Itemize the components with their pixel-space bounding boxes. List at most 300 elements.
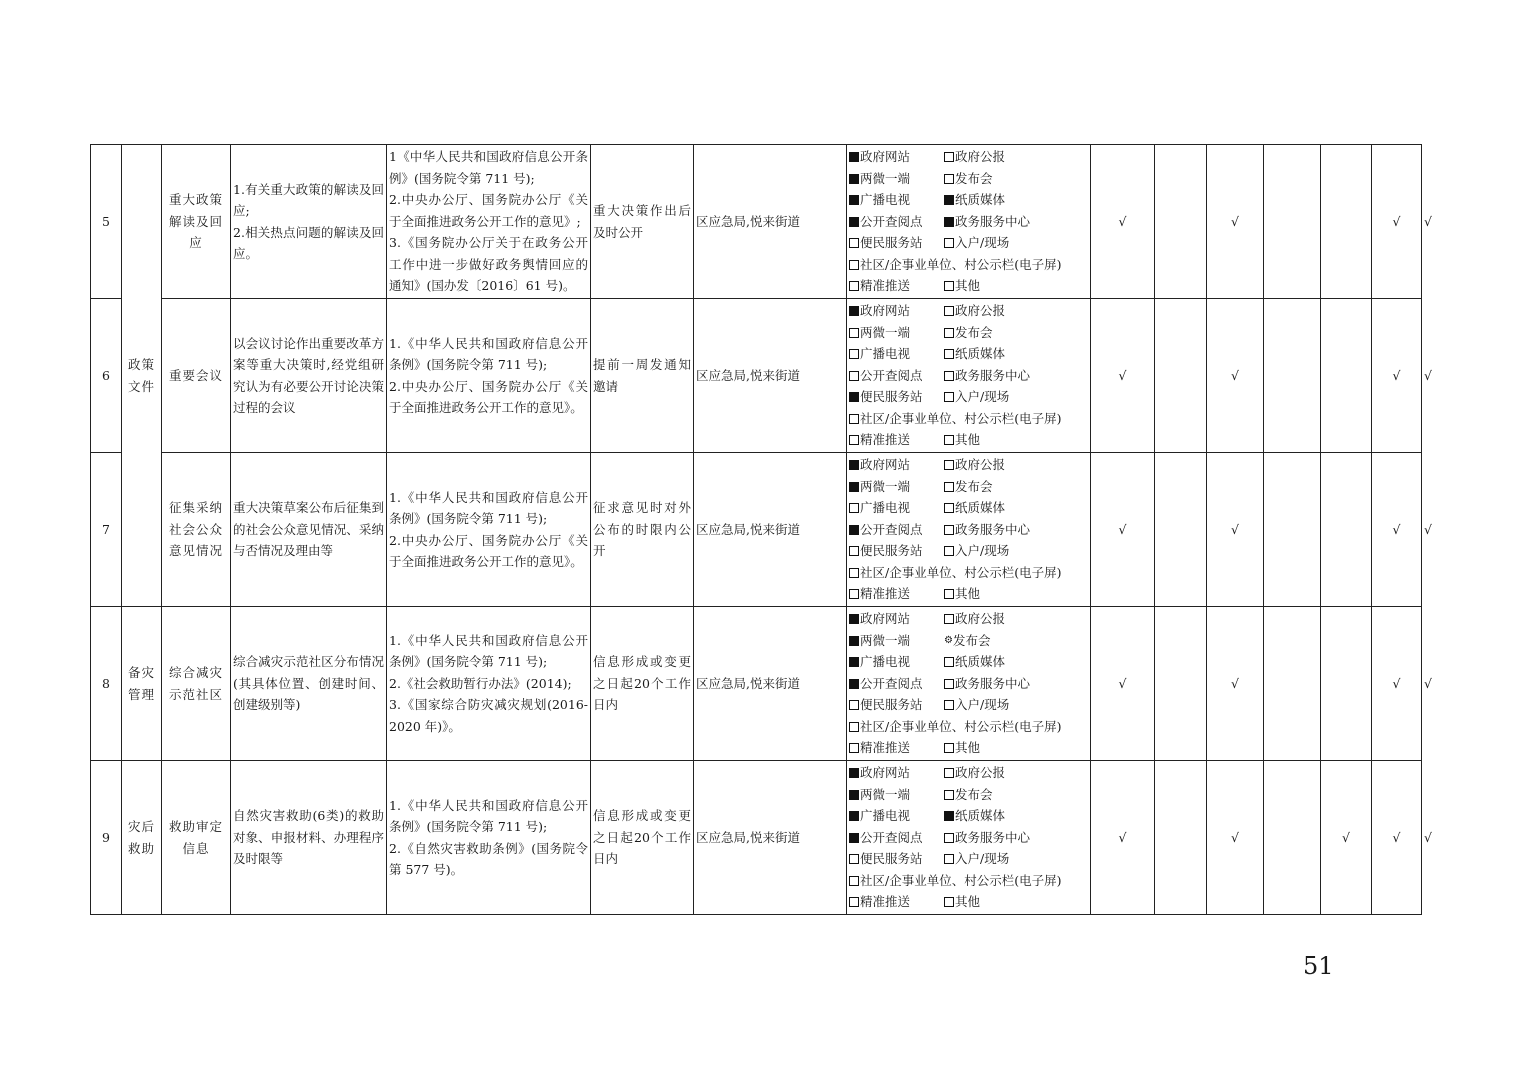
checked-box-icon bbox=[849, 460, 859, 470]
check-cell bbox=[1264, 145, 1321, 299]
check-cell bbox=[1155, 453, 1207, 607]
channel-label: 其他 bbox=[955, 586, 981, 602]
channel-label: 广播电视 bbox=[860, 192, 911, 208]
check-cell: √ bbox=[1091, 145, 1155, 299]
gear-icon: ⚙ bbox=[944, 634, 953, 646]
channel-label: 两微一端 bbox=[860, 478, 911, 494]
check-cell bbox=[1264, 453, 1321, 607]
empty-box-icon bbox=[944, 392, 954, 402]
item-cell: 救助审定信息 bbox=[162, 761, 231, 915]
channel-label: 精准推送 bbox=[860, 432, 911, 448]
empty-box-icon bbox=[944, 546, 954, 556]
channel-option bbox=[849, 365, 944, 387]
channel-label: 其他 bbox=[955, 432, 981, 448]
category-cell: 备灾管理 bbox=[122, 607, 162, 761]
check-cell bbox=[1155, 761, 1207, 915]
checked-box-icon bbox=[944, 195, 954, 205]
empty-box-icon bbox=[849, 238, 859, 248]
channel-label: 纸质媒体 bbox=[955, 346, 1006, 362]
channel-option bbox=[944, 848, 1009, 870]
channel-label: 其他 bbox=[955, 740, 981, 756]
channel-option bbox=[849, 146, 944, 168]
channel-line bbox=[849, 784, 1088, 806]
timing-cell: 信息形成或变更之日起20个工作日内 bbox=[591, 761, 694, 915]
channel-option bbox=[849, 232, 944, 254]
empty-box-icon bbox=[849, 328, 859, 338]
check-cell: √ bbox=[1207, 299, 1264, 453]
subject-cell: 区应急局,悦来街道 bbox=[694, 453, 847, 607]
table-row: 9 灾后救助 救助审定信息 自然灾害救助(6类)的救助对象、申报材料、办理程序及时限等 1.《中华人民共和国政府信息公开条例》(国务院令第 711 号); 2.《自然灾害救助条例》(国务院令第 577 号)。 信息形成或变更之日起20个工作日内 区应急局,悦来街道 政府网站 政府公报 两微一端 发布会 广播电视 纸质媒体 公开查阅点 政务服务中心 便民服务站 入户/现场 社区/企事业单位、村公示栏(电子屏) 精准推送 其他 √ √ √ √ √ bbox=[91, 761, 1422, 915]
channel-option bbox=[849, 805, 944, 827]
empty-box-icon bbox=[944, 768, 954, 778]
check-cell bbox=[1321, 453, 1372, 607]
channel-line bbox=[849, 870, 1088, 892]
table-row: 6 重要会议 以会议讨论作出重要改革方案等重大决策时,经党组研究认为有必要公开讨论决策过程的会议 1.《中华人民共和国政府信息公开条例》(国务院令第 711 号); 2.中央办公厅、国务院办公厅《关于全面推进政务公开工作的意见》。 提前一周发通知邀请 区应急局,悦来街道 政府网站 政府公报 两微一端 发布会 广播电视 纸质媒体 公开查阅点 政务服务中心 便民服务站 入户/现场 社区/企事业单位、村公示栏(电子屏) 精准推送 其他 √ √ √ √ bbox=[91, 299, 1422, 453]
channel-option bbox=[849, 254, 1061, 276]
channel-line bbox=[849, 630, 1088, 652]
subject-cell: 区应急局,悦来街道 bbox=[694, 145, 847, 299]
channel-option bbox=[944, 365, 1030, 387]
channel-label: 社区/企事业单位、村公示栏(电子屏) bbox=[860, 872, 1062, 888]
channel-label: 其他 bbox=[955, 894, 981, 910]
checked-box-icon bbox=[849, 833, 859, 843]
channel-line bbox=[849, 891, 1088, 913]
channel-label: 政府网站 bbox=[860, 148, 911, 164]
empty-box-icon bbox=[849, 589, 859, 599]
channel-label: 政府公报 bbox=[955, 302, 1006, 318]
page-number: 51 bbox=[1303, 952, 1334, 980]
channel-option bbox=[849, 737, 944, 759]
basis-text: 1.《中华人民共和国政府信息公开条例》(国务院令第 711 号); 2.中央办公厅、国务院办公厅《关于全面推进政务公开工作的意见》。 bbox=[389, 489, 588, 569]
content-text: 综合减灾示范社区分布情况(其具体位置、创建时间、创建级别等) bbox=[233, 654, 384, 713]
channel-option bbox=[849, 497, 944, 519]
channels-cell bbox=[847, 761, 1091, 915]
channel-label: 广播电视 bbox=[860, 654, 911, 670]
channel-option bbox=[849, 454, 944, 476]
check-cell: √ bbox=[1207, 607, 1264, 761]
row-number: 5 bbox=[91, 145, 122, 299]
channel-label: 便民服务站 bbox=[860, 697, 923, 713]
channel-line bbox=[849, 694, 1088, 716]
channel-option bbox=[944, 429, 980, 451]
row-number: 8 bbox=[91, 607, 122, 761]
check-cell: √ bbox=[1372, 453, 1422, 607]
checked-box-icon bbox=[849, 217, 859, 227]
channel-option bbox=[944, 519, 1030, 541]
channel-line bbox=[849, 300, 1088, 322]
basis-cell bbox=[387, 761, 591, 915]
channel-label: 便民服务站 bbox=[860, 851, 923, 867]
channel-label: 纸质媒体 bbox=[955, 500, 1006, 516]
channel-label: 社区/企事业单位、村公示栏(电子屏) bbox=[860, 256, 1062, 272]
channels-cell bbox=[847, 145, 1091, 299]
channel-label: 公开查阅点 bbox=[860, 213, 923, 229]
channel-option bbox=[849, 716, 1061, 738]
channel-label: 政务服务中心 bbox=[955, 521, 1031, 537]
channel-option bbox=[849, 583, 944, 605]
channel-label: 入户/现场 bbox=[955, 389, 1010, 405]
channel-label: 纸质媒体 bbox=[955, 192, 1006, 208]
channel-label: 政务服务中心 bbox=[955, 829, 1031, 845]
channel-label: 精准推送 bbox=[860, 278, 911, 294]
channel-line bbox=[849, 343, 1088, 365]
channel-option bbox=[944, 651, 1005, 673]
disclosure-table bbox=[90, 144, 1432, 915]
channel-label: 发布会 bbox=[955, 478, 993, 494]
channel-label: 两微一端 bbox=[860, 632, 911, 648]
channel-line bbox=[849, 562, 1088, 584]
checked-box-icon bbox=[849, 636, 859, 646]
channel-label: 政府网站 bbox=[860, 764, 911, 780]
channel-line bbox=[849, 232, 1088, 254]
checked-box-icon bbox=[849, 811, 859, 821]
channel-option bbox=[849, 673, 944, 695]
channel-label: 纸质媒体 bbox=[955, 654, 1006, 670]
timing-cell: 信息形成或变更之日起20个工作日内 bbox=[591, 607, 694, 761]
channel-label: 便民服务站 bbox=[860, 543, 923, 559]
check-cell bbox=[1264, 761, 1321, 915]
check-cell bbox=[1264, 607, 1321, 761]
empty-box-icon bbox=[944, 349, 954, 359]
channel-label: 公开查阅点 bbox=[860, 829, 923, 845]
channel-option bbox=[944, 827, 1030, 849]
row-number: 6 bbox=[91, 299, 122, 453]
channel-label: 政府公报 bbox=[955, 610, 1006, 626]
checked-box-icon bbox=[849, 306, 859, 316]
checked-box-icon bbox=[944, 811, 954, 821]
channel-option bbox=[849, 189, 944, 211]
check-cell bbox=[1155, 607, 1207, 761]
channel-option bbox=[849, 694, 944, 716]
channel-label: 政府网站 bbox=[860, 610, 911, 626]
channel-option bbox=[944, 608, 1005, 630]
empty-box-icon bbox=[944, 174, 954, 184]
channel-option bbox=[849, 429, 944, 451]
empty-box-icon bbox=[944, 306, 954, 316]
checked-box-icon bbox=[849, 525, 859, 535]
check-cell: √ bbox=[1372, 761, 1422, 915]
timing-cell: 重大决策作出后及时公开 bbox=[591, 145, 694, 299]
basis-text: 1.《中华人民共和国政府信息公开条例》(国务院令第 711 号); 2.《自然灾害救助条例》(国务院令第 577 号)。 bbox=[389, 797, 588, 877]
channel-label: 广播电视 bbox=[860, 500, 911, 516]
channel-label: 两微一端 bbox=[860, 786, 911, 802]
channel-label: 政府公报 bbox=[955, 148, 1006, 164]
empty-box-icon bbox=[849, 414, 859, 424]
table-row: 8 备灾管理 综合减灾示范社区 综合减灾示范社区分布情况(其具体位置、创建时间、创建级别等) 1.《中华人民共和国政府信息公开条例》(国务院令第 711 号); 2.《社会救助暂行办法》(2014); 3.《国家综合防灾减灾规划(2016-2020 年)》。 信息形成或变更之日起20个工作日内 区应急局,悦来街道 政府网站 政府公报 两微一端 ⚙发布会 广播电视 纸质媒体 公开查阅点 政务服务中心 便民服务站 入户/现场 社区/企事业单位、村公示栏(电子屏) 精准推送 其他 √ √ √ √ bbox=[91, 607, 1422, 761]
empty-box-icon bbox=[944, 460, 954, 470]
channel-label: 政务服务中心 bbox=[955, 675, 1031, 691]
checked-box-icon bbox=[849, 152, 859, 162]
channel-option bbox=[849, 784, 944, 806]
empty-box-icon bbox=[944, 435, 954, 445]
channel-option bbox=[849, 322, 944, 344]
checked-box-icon bbox=[849, 790, 859, 800]
channel-option bbox=[849, 211, 944, 233]
content-cell bbox=[231, 299, 387, 453]
channel-line bbox=[849, 408, 1088, 430]
channel-option bbox=[944, 694, 1009, 716]
channel-option bbox=[849, 827, 944, 849]
row-number: 9 bbox=[91, 761, 122, 915]
check-cell bbox=[1321, 145, 1372, 299]
channel-line bbox=[849, 476, 1088, 498]
channel-line bbox=[849, 429, 1088, 451]
channel-label: 精准推送 bbox=[860, 894, 911, 910]
check-cell: √ bbox=[1207, 145, 1264, 299]
channel-label: 精准推送 bbox=[860, 586, 911, 602]
channel-option bbox=[849, 168, 944, 190]
channel-label: 政府公报 bbox=[955, 764, 1006, 780]
check-cell bbox=[1321, 607, 1372, 761]
content-cell bbox=[231, 453, 387, 607]
empty-box-icon bbox=[944, 328, 954, 338]
channel-option bbox=[849, 519, 944, 541]
channel-option bbox=[944, 630, 990, 652]
channel-line bbox=[849, 322, 1088, 344]
empty-box-icon bbox=[944, 238, 954, 248]
check-cell: √ bbox=[1321, 761, 1372, 915]
empty-box-icon bbox=[944, 679, 954, 689]
channel-line bbox=[849, 365, 1088, 387]
channel-option bbox=[944, 497, 1005, 519]
check-cell: √ bbox=[1091, 299, 1155, 453]
channel-option bbox=[944, 737, 980, 759]
timing-cell: 征求意见时对外公布的时限内公开 bbox=[591, 453, 694, 607]
channel-option bbox=[944, 673, 1030, 695]
channel-option bbox=[849, 343, 944, 365]
channel-option bbox=[944, 476, 993, 498]
basis-text: 1.《中华人民共和国政府信息公开条例》(国务院令第 711 号); 2.中央办公厅、国务院办公厅《关于全面推进政务公开工作的意见》。 bbox=[389, 335, 588, 415]
empty-box-icon bbox=[849, 568, 859, 578]
channel-line bbox=[849, 651, 1088, 673]
empty-box-icon bbox=[849, 546, 859, 556]
channel-option bbox=[849, 476, 944, 498]
channel-option bbox=[944, 168, 993, 190]
basis-cell bbox=[387, 453, 591, 607]
content-cell bbox=[231, 607, 387, 761]
channel-label: 社区/企事业单位、村公示栏(电子屏) bbox=[860, 718, 1062, 734]
check-cell bbox=[1264, 299, 1321, 453]
channel-label: 精准推送 bbox=[860, 740, 911, 756]
check-cell: √ bbox=[1372, 607, 1422, 761]
checked-box-icon bbox=[849, 174, 859, 184]
category-cell: 灾后救助 bbox=[122, 761, 162, 915]
channel-option bbox=[944, 322, 993, 344]
channel-label: 政府公报 bbox=[955, 456, 1006, 472]
channel-option bbox=[849, 386, 944, 408]
check-cell: √ bbox=[1091, 607, 1155, 761]
channel-option bbox=[849, 630, 944, 652]
channel-label: 两微一端 bbox=[860, 324, 911, 340]
channel-label: 入户/现场 bbox=[955, 543, 1010, 559]
check-cell bbox=[1321, 299, 1372, 453]
empty-box-icon bbox=[944, 371, 954, 381]
empty-box-icon bbox=[944, 152, 954, 162]
empty-box-icon bbox=[849, 722, 859, 732]
checked-box-icon bbox=[849, 614, 859, 624]
channel-option bbox=[944, 300, 1005, 322]
content-text: 重大决策草案公布后征集到的社会公众意见情况、采纳与否情况及理由等 bbox=[233, 500, 384, 559]
channel-option bbox=[849, 408, 1061, 430]
basis-cell bbox=[387, 145, 591, 299]
channel-option bbox=[944, 583, 980, 605]
channel-label: 公开查阅点 bbox=[860, 367, 923, 383]
checked-box-icon bbox=[944, 217, 954, 227]
channel-option bbox=[849, 608, 944, 630]
channel-label: 发布会 bbox=[955, 786, 993, 802]
channel-option bbox=[944, 275, 980, 297]
check-cell: √ bbox=[1372, 145, 1422, 299]
basis-text: 1.《中华人民共和国政府信息公开条例》(国务院令第 711 号); 2.《社会救助暂行办法》(2014); 3.《国家综合防灾减灾规划(2016-2020 年)》。 bbox=[389, 632, 588, 734]
checked-box-icon bbox=[849, 482, 859, 492]
channel-label: 便民服务站 bbox=[860, 389, 923, 405]
empty-box-icon bbox=[849, 435, 859, 445]
channel-line bbox=[849, 716, 1088, 738]
channel-line bbox=[849, 762, 1088, 784]
empty-box-icon bbox=[944, 657, 954, 667]
channel-option bbox=[944, 232, 1009, 254]
empty-box-icon bbox=[944, 525, 954, 535]
basis-cell bbox=[387, 607, 591, 761]
empty-box-icon bbox=[849, 503, 859, 513]
channel-option bbox=[944, 784, 993, 806]
channel-option bbox=[849, 891, 944, 913]
channel-line bbox=[849, 827, 1088, 849]
empty-box-icon bbox=[849, 281, 859, 291]
channel-label: 政务服务中心 bbox=[955, 367, 1031, 383]
content-cell bbox=[231, 761, 387, 915]
channel-option bbox=[849, 848, 944, 870]
channel-line bbox=[849, 454, 1088, 476]
category-cell: 政策文件 bbox=[122, 145, 162, 607]
channel-option bbox=[944, 805, 1005, 827]
channel-label: 发布会 bbox=[955, 170, 993, 186]
channel-line bbox=[849, 275, 1088, 297]
channels-cell bbox=[847, 453, 1091, 607]
empty-box-icon bbox=[944, 790, 954, 800]
channel-option bbox=[849, 562, 1061, 584]
channel-line bbox=[849, 189, 1088, 211]
channel-label: 纸质媒体 bbox=[955, 808, 1006, 824]
item-cell: 综合减灾示范社区 bbox=[162, 607, 231, 761]
channel-label: 政府网站 bbox=[860, 302, 911, 318]
checked-box-icon bbox=[849, 195, 859, 205]
channel-label: 发布会 bbox=[955, 324, 993, 340]
checked-box-icon bbox=[849, 392, 859, 402]
empty-box-icon bbox=[944, 503, 954, 513]
checked-box-icon bbox=[849, 657, 859, 667]
row-number: 7 bbox=[91, 453, 122, 607]
content-text: 自然灾害救助(6类)的救助对象、申报材料、办理程序及时限等 bbox=[233, 808, 384, 867]
check-cell: √ bbox=[1207, 453, 1264, 607]
channel-line bbox=[849, 146, 1088, 168]
content-text: 1.有关重大政策的解读及回应; 2.相关热点问题的解读及回应。 bbox=[233, 181, 384, 261]
channel-option bbox=[849, 651, 944, 673]
channel-line bbox=[849, 583, 1088, 605]
empty-box-icon bbox=[944, 700, 954, 710]
empty-box-icon bbox=[849, 897, 859, 907]
table-row: 7 征集采纳社会公众意见情况 重大决策草案公布后征集到的社会公众意见情况、采纳与否情况及理由等 1.《中华人民共和国政府信息公开条例》(国务院令第 711 号); 2.中央办公厅、国务院办公厅《关于全面推进政务公开工作的意见》。 征求意见时对外公布的时限内公开 区应急局,悦来街道 政府网站 政府公报 两微一端 发布会 广播电视 纸质媒体 公开查阅点 政务服务中心 便民服务站 入户/现场 社区/企事业单位、村公示栏(电子屏) 精准推送 其他 √ √ √ √ bbox=[91, 453, 1422, 607]
empty-box-icon bbox=[849, 854, 859, 864]
empty-box-icon bbox=[849, 349, 859, 359]
subject-cell: 区应急局,悦来街道 bbox=[694, 607, 847, 761]
channel-option bbox=[944, 454, 1005, 476]
timing-cell: 提前一周发通知邀请 bbox=[591, 299, 694, 453]
item-cell: 重大政策解读及回应 bbox=[162, 145, 231, 299]
channel-label: 发布会 bbox=[952, 632, 991, 648]
channel-label: 广播电视 bbox=[860, 808, 911, 824]
channel-option bbox=[944, 762, 1005, 784]
empty-box-icon bbox=[849, 260, 859, 270]
empty-box-icon bbox=[944, 743, 954, 753]
channel-line bbox=[849, 805, 1088, 827]
channel-line bbox=[849, 737, 1088, 759]
channel-label: 入户/现场 bbox=[955, 851, 1010, 867]
channel-line bbox=[849, 519, 1088, 541]
empty-box-icon bbox=[944, 281, 954, 291]
channel-label: 公开查阅点 bbox=[860, 675, 923, 691]
content-cell bbox=[231, 145, 387, 299]
check-cell bbox=[1155, 299, 1207, 453]
channels-cell bbox=[847, 299, 1091, 453]
channel-label: 入户/现场 bbox=[955, 697, 1010, 713]
empty-box-icon bbox=[944, 482, 954, 492]
channel-option bbox=[944, 343, 1005, 365]
channel-label: 公开查阅点 bbox=[860, 521, 923, 537]
empty-box-icon bbox=[944, 589, 954, 599]
table-row: 5 政策文件 重大政策解读及回应 1.有关重大政策的解读及回应; 2.相关热点问题的解读及回应。 1《中华人民共和国政府信息公开条例》(国务院令第 711 号); 2.中央办公厅、国务院办公厅《关于全面推进政务公开工作的意见》; 3.《国务院办公厅关于在政务公开工作中进一步做好政务舆情回应的通知》(国办发〔2016〕61 号)。 重大决策作出后及时公开 区应急局,悦来街道 政府网站 政府公报 两微一端 发布会 广播电视 纸质媒体 公开查阅点 政务服务中心 便民服务站 入户/现场 社区/企事业单位、村公示栏(电子屏) 精准推送 其他 √ √ √ √ bbox=[91, 145, 1422, 299]
channel-option bbox=[944, 386, 1009, 408]
channel-label: 两微一端 bbox=[860, 170, 911, 186]
basis-text: 1《中华人民共和国政府信息公开条例》(国务院令第 711 号); 2.中央办公厅、国务院办公厅《关于全面推进政务公开工作的意见》; 3.《国务院办公厅关于在政务公开工作中进一步做好政务舆情回应的通知》(国办发〔2016〕61 号)。 bbox=[389, 149, 588, 294]
item-cell: 征集采纳社会公众意见情况 bbox=[162, 453, 231, 607]
empty-box-icon bbox=[944, 854, 954, 864]
channel-option bbox=[849, 275, 944, 297]
channel-label: 社区/企事业单位、村公示栏(电子屏) bbox=[860, 564, 1062, 580]
channel-line bbox=[849, 254, 1088, 276]
checked-box-icon bbox=[849, 768, 859, 778]
empty-box-icon bbox=[849, 371, 859, 381]
channel-option bbox=[944, 189, 1005, 211]
subject-cell: 区应急局,悦来街道 bbox=[694, 299, 847, 453]
check-cell bbox=[1155, 145, 1207, 299]
channel-option bbox=[849, 540, 944, 562]
channel-line bbox=[849, 168, 1088, 190]
check-cell: √ bbox=[1091, 453, 1155, 607]
check-cell: √ bbox=[1091, 761, 1155, 915]
channel-line bbox=[849, 540, 1088, 562]
content-text: 以会议讨论作出重要改革方案等重大决策时,经党组研究认为有必要公开讨论决策过程的会议 bbox=[233, 335, 384, 415]
empty-box-icon bbox=[849, 743, 859, 753]
channel-line bbox=[849, 848, 1088, 870]
channel-option bbox=[849, 762, 944, 784]
subject-cell: 区应急局,悦来街道 bbox=[694, 761, 847, 915]
channel-label: 入户/现场 bbox=[955, 235, 1010, 251]
channel-option bbox=[944, 211, 1030, 233]
channel-line bbox=[849, 608, 1088, 630]
empty-box-icon bbox=[944, 614, 954, 624]
channel-label: 广播电视 bbox=[860, 346, 911, 362]
channel-label: 其他 bbox=[955, 278, 981, 294]
checked-box-icon bbox=[849, 679, 859, 689]
channel-option bbox=[849, 870, 1061, 892]
basis-cell bbox=[387, 299, 591, 453]
channel-option bbox=[944, 891, 980, 913]
empty-box-icon bbox=[849, 700, 859, 710]
channel-line bbox=[849, 497, 1088, 519]
channel-label: 政府网站 bbox=[860, 456, 911, 472]
channel-option bbox=[849, 300, 944, 322]
